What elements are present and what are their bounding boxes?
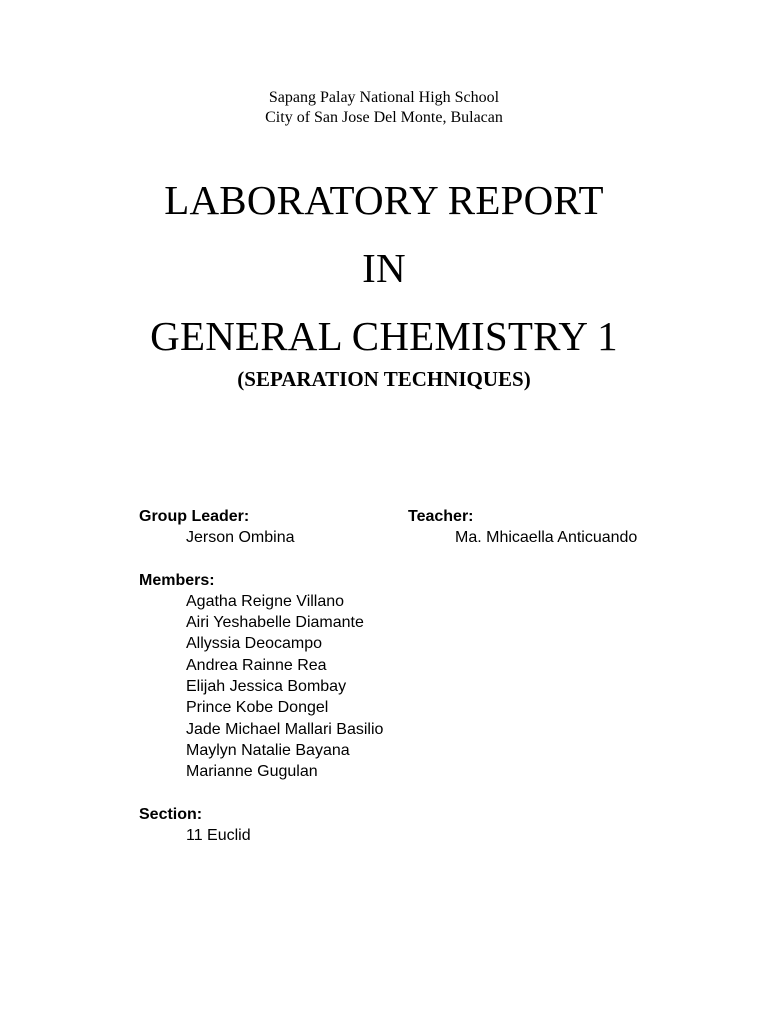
group-leader-label: Group Leader:	[139, 508, 250, 525]
report-subtitle: (SEPARATION TECHNIQUES)	[237, 367, 531, 391]
member-name: Agatha Reigne Villano	[186, 592, 345, 610]
teacher-name: Ma. Mhicaella Anticuando	[455, 529, 638, 547]
section-label: Section:	[139, 805, 203, 823]
members-label: Members:	[139, 571, 215, 589]
group-leader-name: Jerson Ombina	[186, 529, 295, 547]
member-name: Elijah Jessica Bombay	[186, 678, 347, 696]
member-name: Prince Kobe Dongel	[186, 699, 329, 717]
title-line-1: LABORATORY REPORT	[164, 177, 604, 223]
school-location: City of San Jose Del Monte, Bulacan	[265, 109, 503, 126]
teacher-info	[408, 506, 748, 549]
group-info-left	[139, 506, 439, 846]
report-title	[0, 166, 768, 370]
member-name: Marianne Gugulan	[186, 763, 318, 781]
teacher-label: Teacher:	[408, 508, 474, 525]
member-name: Jade Michael Mallari Basilio	[186, 720, 384, 738]
section-name: 11 Euclid	[186, 826, 251, 844]
school-header	[0, 88, 768, 128]
school-name: Sapang Palay National High School	[268, 89, 500, 106]
member-name: Airi Yeshabelle Diamante	[186, 614, 364, 632]
title-line-2: IN	[362, 245, 406, 291]
member-name: Andrea Rainne Rea	[186, 656, 327, 674]
member-name: Allyssia Deocampo	[186, 635, 323, 653]
title-line-3: GENERAL CHEMISTRY 1	[150, 313, 618, 359]
member-name: Maylyn Natalie Bayana	[186, 741, 350, 759]
